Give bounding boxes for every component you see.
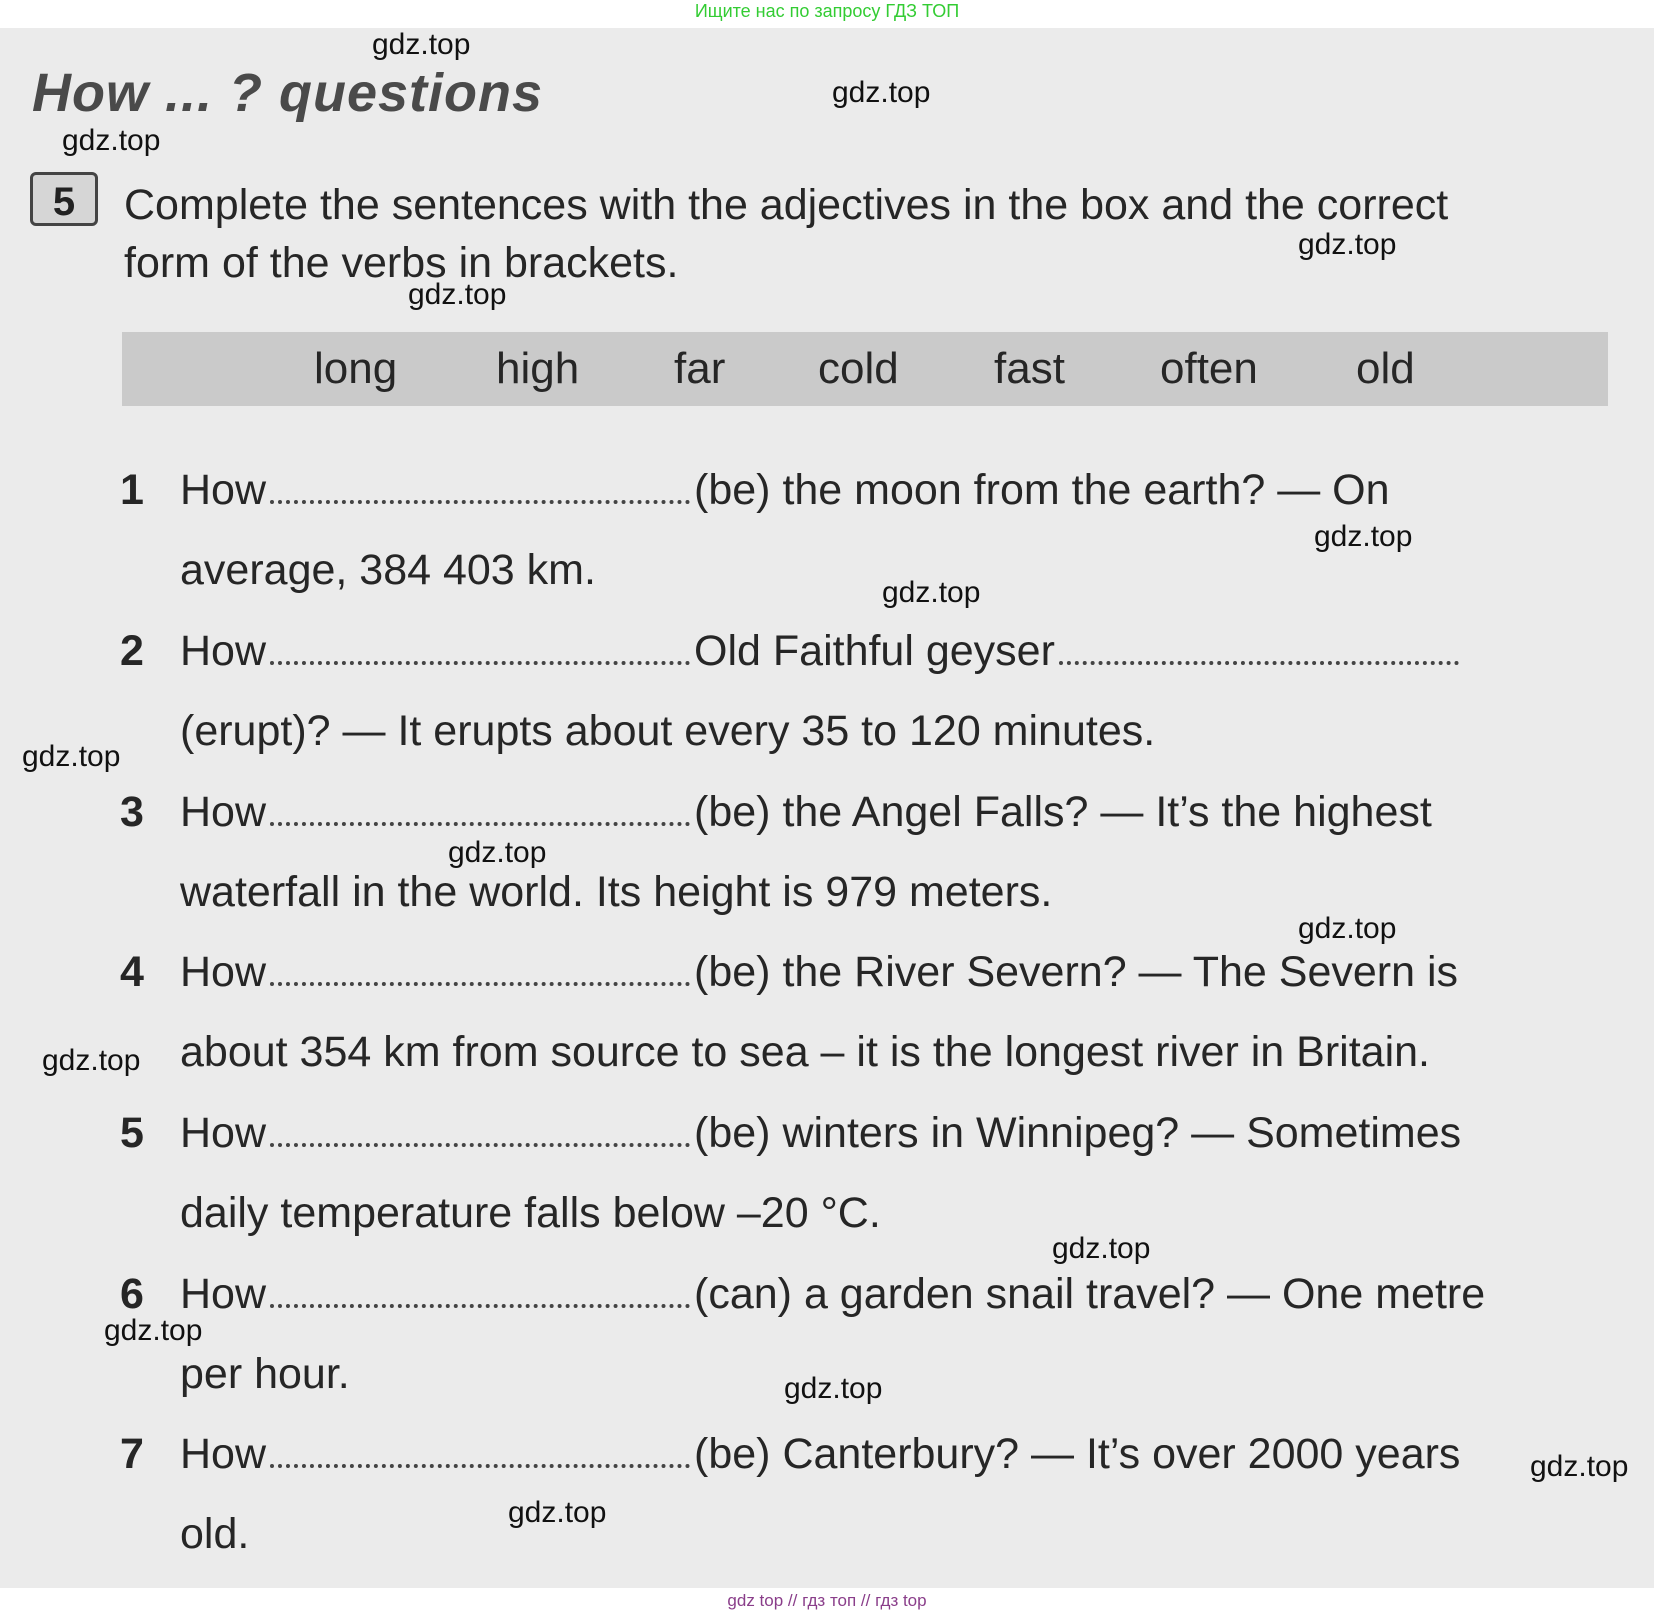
item-line-b: average, 384 403 km. — [180, 546, 596, 594]
answer-blank-2a[interactable] — [270, 651, 690, 665]
item-how: How — [180, 627, 267, 675]
exercise-number-badge: 5 — [30, 172, 98, 226]
item-line-a: Old Faithful geyser — [694, 627, 1055, 675]
instruction-line-2: form of the verbs in brackets. — [124, 239, 679, 287]
bottom-banner: gdz top // гдз топ // гдз top — [727, 1591, 927, 1610]
item-line-a: (be) the Angel Falls? — It’s the highest — [694, 788, 1432, 836]
item-how: How — [180, 1109, 267, 1157]
answer-blank-6[interactable] — [270, 1294, 690, 1308]
item-line-a: (be) the River Severn? — The Severn is — [694, 948, 1459, 996]
item-line-b: daily temperature falls below –20 °C. — [180, 1189, 881, 1237]
watermark: gdz.top — [832, 76, 931, 109]
item-how: How — [180, 948, 267, 996]
watermark: gdz.top — [1052, 1232, 1151, 1265]
item-line-a: (can) a garden snail travel? — One metre — [694, 1270, 1486, 1318]
word-long: long — [314, 344, 398, 393]
watermark: gdz.top — [62, 124, 161, 157]
exercise-instruction — [124, 176, 1624, 292]
answer-blank-4[interactable] — [270, 972, 690, 986]
watermark: gdz.top — [448, 836, 547, 869]
watermark: gdz.top — [1298, 912, 1397, 945]
item-line-a: (be) the moon from the earth? — On — [694, 466, 1390, 514]
word-high: high — [496, 344, 580, 393]
item-line-b: old. — [180, 1510, 250, 1558]
item-line-b: waterfall in the world. Its height is 979 meters. — [180, 868, 1053, 916]
word-cold: cold — [818, 344, 899, 393]
watermark: gdz.top — [882, 576, 981, 609]
watermark: gdz.top — [42, 1044, 141, 1077]
answer-blank-1[interactable] — [270, 490, 690, 504]
item-line-a: (be) winters in Winnipeg? — Sometimes — [694, 1109, 1462, 1157]
watermark: gdz.top — [22, 740, 121, 773]
section-title: How ... ? questions — [32, 63, 544, 123]
answer-blank-2b[interactable] — [1059, 651, 1459, 665]
watermark: gdz.top — [508, 1496, 607, 1529]
item-line-b: per hour. — [180, 1350, 350, 1398]
item-line-b: (erupt)? — It erupts about every 35 to 120 minutes. — [180, 707, 1156, 755]
word-fast: fast — [994, 344, 1065, 393]
item-line-a: (be) Canterbury? — It’s over 2000 years — [694, 1430, 1461, 1478]
item-how: How — [180, 466, 267, 514]
item-number: 4 — [120, 948, 144, 996]
top-banner: Ищите нас по запросу ГДЗ ТОП — [694, 1, 960, 21]
watermark: gdz.top — [1298, 228, 1397, 261]
watermark: gdz.top — [1314, 520, 1413, 553]
watermark: gdz.top — [104, 1314, 203, 1347]
instruction-line-1: Complete the sentences with the adjectives in the box and the correct — [124, 181, 1449, 229]
watermark: gdz.top — [372, 28, 471, 61]
word-old: old — [1356, 344, 1415, 393]
word-far: far — [674, 344, 726, 393]
item-how: How — [180, 788, 267, 836]
item-number: 6 — [120, 1270, 144, 1318]
watermark: gdz.top — [784, 1372, 883, 1405]
answer-blank-5[interactable] — [270, 1133, 690, 1147]
item-number: 2 — [120, 627, 144, 675]
item-number: 3 — [120, 788, 144, 836]
item-number: 5 — [120, 1109, 144, 1157]
answer-blank-3[interactable] — [270, 812, 690, 826]
watermark: gdz.top — [408, 278, 507, 311]
item-how: How — [180, 1430, 267, 1478]
item-number: 1 — [120, 466, 144, 514]
adjective-word-box — [122, 332, 1608, 406]
word-often: often — [1160, 344, 1258, 393]
item-line-b: about 354 km from source to sea – it is the longest river in Britain. — [180, 1028, 1430, 1076]
item-how: How — [180, 1270, 267, 1318]
item-number: 7 — [120, 1430, 144, 1478]
watermark: gdz.top — [1530, 1450, 1629, 1483]
answer-blank-7[interactable] — [270, 1454, 690, 1468]
